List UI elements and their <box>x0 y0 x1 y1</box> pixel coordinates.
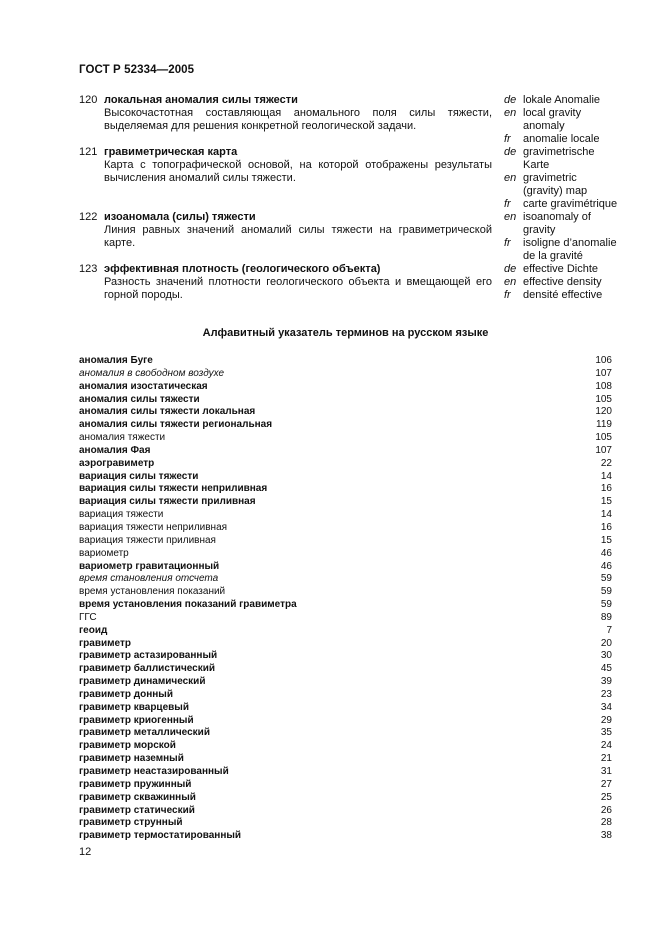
index-entry <box>79 715 612 728</box>
index-entry <box>79 458 612 471</box>
index-page-ref: 89 <box>600 611 612 623</box>
index-page-ref: 21 <box>600 753 612 765</box>
index-term: гравиметр криогенный <box>79 714 194 726</box>
index-term: вариометр <box>79 547 129 559</box>
index-term: аномалия в свободном воздухе <box>79 367 225 379</box>
equivalent-fr: fr carte gravimétrique <box>504 198 618 210</box>
index-page-ref: 59 <box>600 573 612 585</box>
index-entry <box>79 663 612 676</box>
index-term: гравиметр струнный <box>79 817 183 829</box>
index-page-ref: 119 <box>596 419 612 431</box>
index-page-ref: 15 <box>600 534 612 546</box>
index-entry <box>79 599 612 612</box>
index-entry <box>79 612 612 625</box>
index-page-ref: 28 <box>600 817 612 829</box>
index-entry <box>79 381 612 394</box>
index-page-ref: 25 <box>600 791 612 803</box>
index-entry <box>79 586 612 599</box>
equivalent-en: en local gravity anomaly <box>504 107 582 132</box>
equivalent-de: de effective Dichte <box>504 263 599 275</box>
index-entry <box>79 638 612 651</box>
index-term: гравиметр наземный <box>79 753 184 765</box>
index-term: время установления показаний гравиметра <box>79 599 297 611</box>
index-page-ref: 7 <box>606 624 612 636</box>
term-equivalents <box>504 94 624 146</box>
index-entry <box>79 445 612 458</box>
term-title: гравиметрическая карта <box>104 146 238 158</box>
index-entry <box>79 561 612 574</box>
index-page-ref: 20 <box>600 637 612 649</box>
equivalent-en: en isoanomaly of gravity <box>504 211 591 236</box>
index-term: вариометр гравитационный <box>79 560 220 572</box>
index-title: Алфавитный указатель терминов на русском языке <box>202 327 489 339</box>
index-term: вариация силы тяжести приливная <box>79 496 256 508</box>
index-term: гравиметр баллистический <box>79 663 216 675</box>
index-term: аномалия изостатическая <box>79 380 208 392</box>
index-page-ref: 16 <box>600 483 612 495</box>
index-page-ref: 59 <box>600 599 612 611</box>
index-term: аномалия тяжести <box>79 432 166 444</box>
index-term: вариация силы тяжести <box>79 470 199 482</box>
index-term: вариация тяжести приливная <box>79 534 216 546</box>
index-entry <box>79 548 612 561</box>
index-page-ref: 14 <box>600 470 612 482</box>
term-number: 122 <box>79 211 98 223</box>
index-term: гравиметр статический <box>79 804 195 816</box>
index-term: гравиметр пружинный <box>79 778 192 790</box>
equivalent-en: en effective density <box>504 276 602 288</box>
index-entry <box>79 394 612 407</box>
index-term: гравиметр динамический <box>79 676 206 688</box>
index-term: вариация силы тяжести неприливная <box>79 483 268 495</box>
index-term: геоид <box>79 624 108 636</box>
index-page-ref: 27 <box>600 778 612 790</box>
index-entry <box>79 830 612 843</box>
index-entry <box>79 509 612 522</box>
equivalent-fr: fr anomalie locale <box>504 133 600 145</box>
index-term: вариация тяжести неприливная <box>79 521 228 533</box>
page-number: 12 <box>79 846 92 858</box>
index-entry <box>79 676 612 689</box>
index-page-ref: 16 <box>600 521 612 533</box>
index-page-ref: 39 <box>600 676 612 688</box>
index-page-ref: 23 <box>600 688 612 700</box>
document-header: ГОСТ Р 52334—2005 <box>79 64 195 76</box>
index-entry <box>79 650 612 663</box>
index-term: гравиметр кварцевый <box>79 701 189 713</box>
index-entry <box>79 727 612 740</box>
equivalent-de: de lokale Anomalie <box>504 94 601 106</box>
index-term: гравиметр донный <box>79 688 173 700</box>
index-entry <box>79 496 612 509</box>
index-term: гравиметр астазированный <box>79 650 218 662</box>
term-definition: Линия равных значений аномалий силы тяжести на гравиметрической карте. <box>104 224 492 249</box>
index-term: гравиметр <box>79 637 131 649</box>
index-term: гравиметр металлический <box>79 727 210 739</box>
index-entry <box>79 355 612 368</box>
index-entry <box>79 522 612 535</box>
index-term: аномалия силы тяжести локальная <box>79 406 256 418</box>
index-page-ref: 106 <box>595 355 612 366</box>
index-page-ref: 45 <box>600 663 612 675</box>
index-entry <box>79 805 612 818</box>
equivalent-fr: fr densité effective <box>504 289 603 301</box>
term-equivalents <box>504 146 624 211</box>
index-page-ref: 26 <box>600 804 612 816</box>
index-page-ref: 120 <box>595 406 612 418</box>
index-term: гравиметр скважинный <box>79 791 196 803</box>
index-entry <box>79 792 612 805</box>
index-page-ref: 59 <box>600 586 612 598</box>
term-definition: Высокочастотная составляющая аномального поля силы тяжести, выделяемая для решения конкретной геологической задачи. <box>104 107 492 132</box>
index-page-ref: 35 <box>600 727 612 739</box>
index-term: аномалия силы тяжести <box>79 393 200 405</box>
alphabetical-index <box>79 355 612 843</box>
index-page-ref: 108 <box>595 380 612 392</box>
index-entry <box>79 471 612 484</box>
term-title: эффективная плотность (геологического объекта) <box>104 263 381 275</box>
term-title: локальная аномалия силы тяжести <box>104 94 298 106</box>
index-page-ref: 107 <box>595 444 612 456</box>
index-entry <box>79 779 612 792</box>
index-term: аномалия Фая <box>79 444 151 456</box>
term-number: 120 <box>79 94 98 106</box>
term-title: изоаномала (силы) тяжести <box>104 211 256 223</box>
term-definition: Карта с топографической основой, на которой отображены результаты вычисления аномалий силы тяжести. <box>104 159 492 184</box>
index-term: аэрогравиметр <box>79 457 155 469</box>
index-entry <box>79 535 612 548</box>
index-entry <box>79 573 612 586</box>
index-term: время становления отсчета <box>79 573 219 585</box>
equivalent-fr: fr isoligne d’anomalie de la gravité <box>504 237 617 262</box>
equivalent-de: de gravimetrische Karte <box>504 146 595 171</box>
index-entry <box>79 483 612 496</box>
index-term: время установления показаний <box>79 586 226 598</box>
index-page-ref: 105 <box>595 432 612 444</box>
index-page-ref: 29 <box>600 714 612 726</box>
index-page-ref: 31 <box>600 766 612 777</box>
index-entry <box>79 406 612 419</box>
index-entry <box>79 753 612 766</box>
index-entry <box>79 702 612 715</box>
index-entry <box>79 766 612 779</box>
term-definition: Разность значений плотности геологического объекта и вмещающей его горной породы. <box>104 276 492 301</box>
index-term: аномалия силы тяжести региональная <box>79 419 273 431</box>
index-entry <box>79 625 612 638</box>
index-term: ГГС <box>79 611 97 623</box>
index-page-ref: 105 <box>595 393 612 405</box>
index-term: гравиметр неастазированный <box>79 766 229 777</box>
index-entry <box>79 432 612 445</box>
index-term: аномалия Буге <box>79 355 153 366</box>
term-number: 121 <box>79 146 98 158</box>
equivalent-en: en gravimetric (gravity) map <box>504 172 588 197</box>
index-page-ref: 38 <box>600 830 612 842</box>
index-page-ref: 46 <box>600 547 612 559</box>
index-term: гравиметр морской <box>79 740 176 752</box>
term-number: 123 <box>79 263 98 275</box>
index-page-ref: 24 <box>600 740 612 752</box>
index-entry <box>79 817 612 830</box>
index-page-ref: 14 <box>600 509 612 521</box>
index-page-ref: 30 <box>600 650 612 662</box>
index-entry <box>79 368 612 381</box>
index-page-ref: 22 <box>600 457 612 469</box>
index-page-ref: 46 <box>600 560 612 572</box>
index-page-ref: 34 <box>600 701 612 713</box>
term-equivalents <box>504 211 624 263</box>
index-entry <box>79 689 612 702</box>
term-equivalents <box>504 263 624 302</box>
index-page-ref: 107 <box>595 367 612 379</box>
index-entry <box>79 419 612 432</box>
index-page-ref: 15 <box>600 496 612 508</box>
index-term: вариация тяжести <box>79 509 164 521</box>
index-term: гравиметр термостатированный <box>79 830 242 842</box>
index-entry <box>79 740 612 753</box>
